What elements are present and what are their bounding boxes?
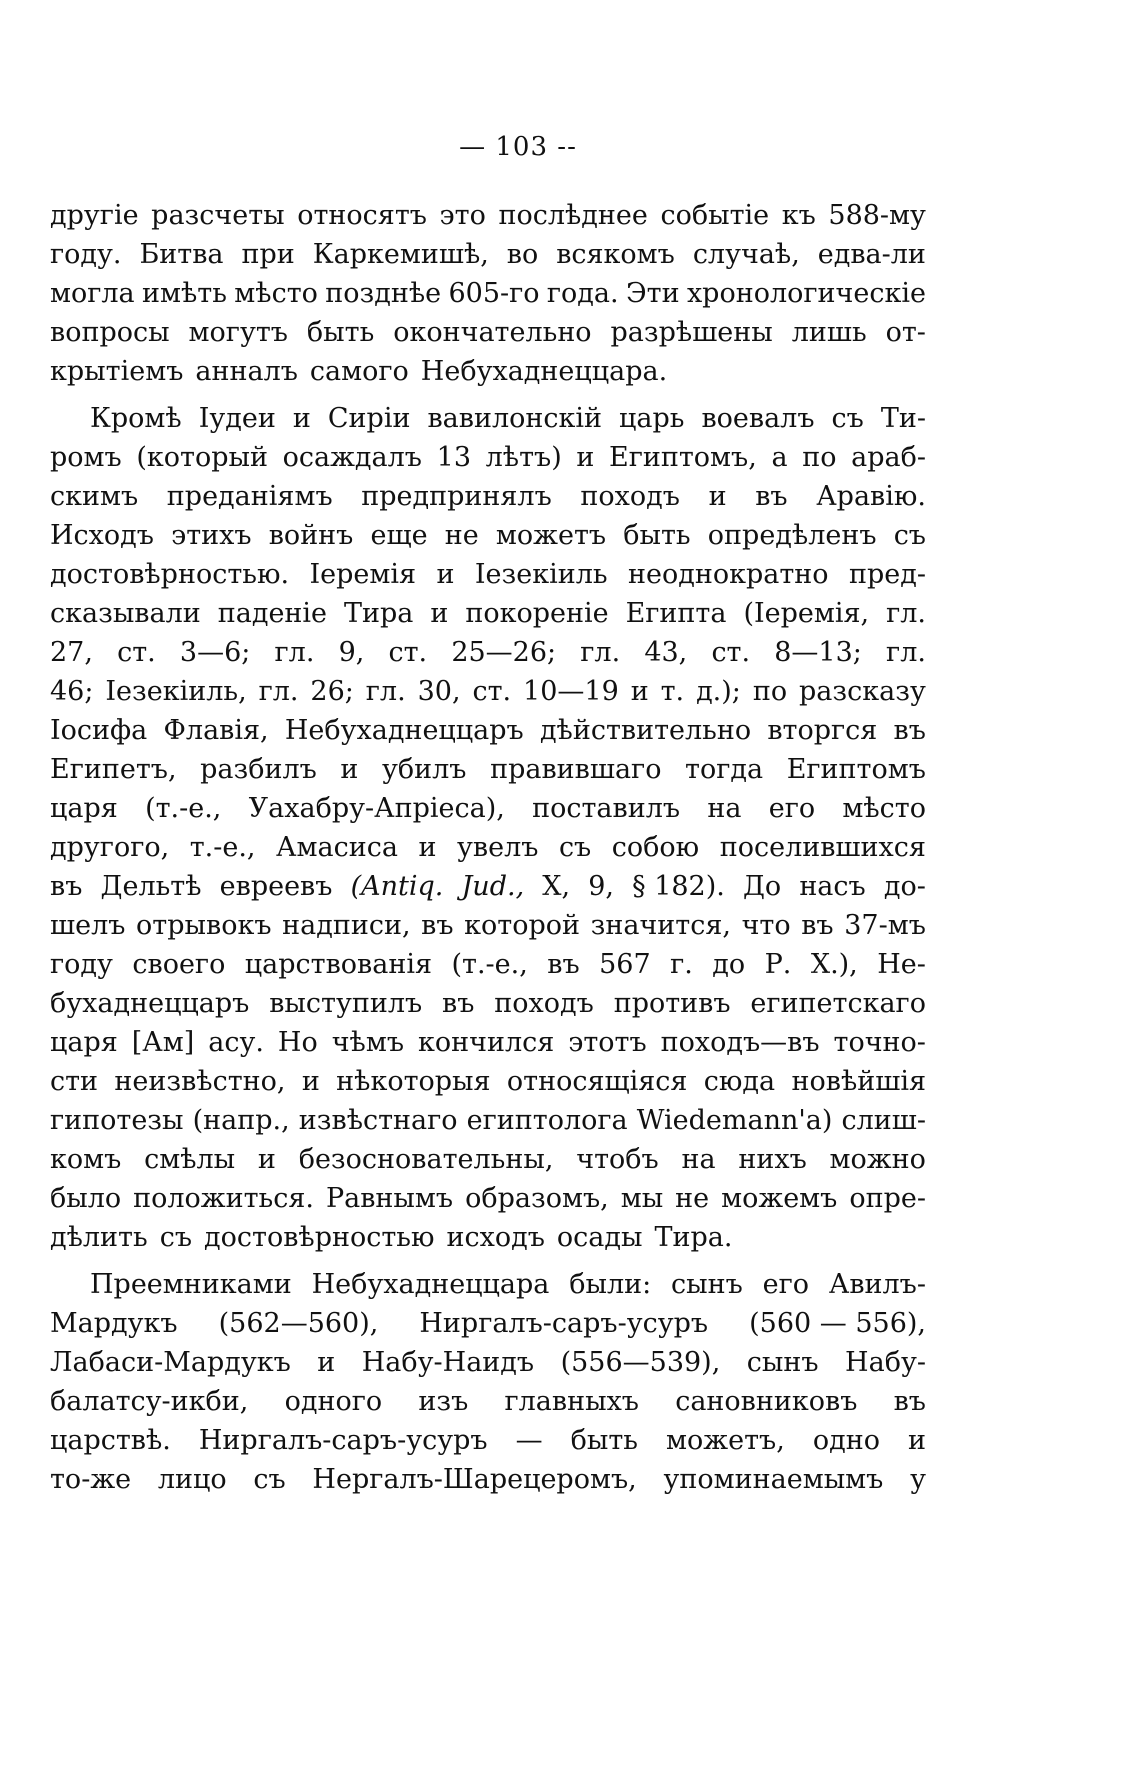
word: значится,	[590, 910, 731, 941]
text-line	[50, 1179, 926, 1218]
word: неизвѣстно,	[114, 1066, 286, 1097]
word: от-	[885, 317, 926, 348]
word: собою	[611, 832, 700, 863]
word: лѣтъ)	[485, 442, 562, 473]
word: можемъ	[721, 1183, 838, 1214]
word: Аравію.	[816, 481, 926, 512]
word: одно	[812, 1425, 880, 1456]
text-line	[50, 672, 926, 711]
word: смѣлы	[144, 1144, 236, 1175]
word: Египтомъ	[786, 754, 926, 785]
word: 46;	[50, 676, 94, 707]
word: и	[907, 1425, 926, 1456]
word: мѣсто	[234, 278, 318, 309]
word: отрывокъ	[136, 910, 272, 941]
word: 9,	[588, 871, 614, 902]
word: сюда	[703, 1066, 776, 1097]
word: могутъ	[188, 317, 288, 348]
text-line	[50, 1382, 926, 1421]
text-line	[50, 1140, 926, 1179]
word: (560 — 556),	[749, 1308, 926, 1339]
word: т.-е.,	[189, 832, 256, 863]
word: Іезекіиль,	[105, 676, 247, 707]
word: царя	[50, 1027, 118, 1058]
word: до	[712, 949, 746, 980]
word: всякомъ	[556, 239, 675, 270]
word: лишь	[791, 317, 867, 348]
word: неоднократно	[627, 559, 829, 590]
word: Іезекіиль	[474, 559, 608, 590]
word: надписи,	[282, 910, 411, 941]
word: окончательно	[393, 317, 592, 348]
word: въ	[755, 481, 788, 512]
word: и	[317, 1347, 336, 1378]
word: ст.	[711, 637, 751, 668]
word: Х.),	[810, 949, 858, 980]
text-line	[50, 1343, 926, 1382]
word: сановниковъ	[675, 1386, 858, 1417]
word: вавилонскій	[427, 403, 602, 434]
word: правившаго	[490, 754, 662, 785]
word: 9,	[338, 637, 365, 668]
word: Ниргалъ-саръ-усуръ	[419, 1308, 709, 1339]
word: вторгся	[767, 715, 878, 746]
word: 26;	[310, 676, 354, 707]
text-line	[50, 828, 926, 867]
word: Равнымъ	[325, 1183, 454, 1214]
word: было	[50, 1183, 122, 1214]
word: въ	[421, 910, 454, 941]
word: у	[910, 1464, 926, 1495]
word: и	[630, 676, 649, 707]
word: гл.	[274, 637, 315, 668]
word: § 182).	[632, 871, 725, 902]
word: Ниргалъ-саръ-усуръ	[198, 1425, 488, 1456]
word: араб-	[851, 442, 926, 473]
word: положиться.	[133, 1183, 314, 1214]
word: достовѣрностью	[204, 1222, 435, 1253]
word: Небухаднеццара	[311, 1269, 550, 1300]
word: разсчеты	[151, 200, 285, 231]
word: Эти	[625, 278, 680, 309]
word: ромъ	[50, 442, 122, 473]
word: вопросы	[50, 317, 170, 348]
word: убилъ	[382, 754, 467, 785]
word: были:	[569, 1269, 652, 1300]
word: быть	[570, 1425, 638, 1456]
word: Wiedemann'а)	[636, 1105, 833, 1136]
word: сынъ	[746, 1347, 819, 1378]
word: Исходъ	[50, 520, 154, 551]
word: опре-	[849, 1183, 926, 1214]
word: походъ—въ	[660, 1027, 820, 1058]
text-line	[50, 438, 926, 477]
text-line	[50, 1062, 926, 1101]
page-number: — 103 --	[459, 132, 577, 162]
text-line	[50, 1304, 926, 1343]
word: лицо	[157, 1464, 227, 1495]
word: царствованія	[244, 949, 433, 980]
word: а	[771, 442, 788, 473]
word: кончился	[417, 1027, 555, 1058]
word: своего	[132, 949, 226, 980]
word: Египетъ,	[50, 754, 177, 785]
word: (т.-е.,	[451, 949, 528, 980]
word: 13	[436, 442, 471, 473]
word: быть	[623, 520, 691, 551]
text-line	[50, 274, 926, 313]
word: можетъ,	[666, 1425, 785, 1456]
word: съ	[253, 1464, 286, 1495]
word: евреевъ	[219, 871, 333, 902]
text-line	[50, 235, 926, 274]
word: 10—19	[523, 676, 619, 707]
word: то-же	[50, 1464, 132, 1495]
word: по	[752, 676, 788, 707]
word: исходъ	[446, 1222, 545, 1253]
text-line	[50, 711, 926, 750]
word: можно	[829, 1144, 926, 1175]
word: тогда	[685, 754, 764, 785]
word: царствѣ.	[50, 1425, 171, 1456]
text-line	[50, 1421, 926, 1460]
word: это	[439, 200, 486, 231]
word: Лабаси-Мардукъ	[50, 1347, 291, 1378]
word: (т.-е.,	[145, 793, 222, 824]
word: событіе	[660, 200, 770, 231]
word: гл.	[258, 676, 299, 707]
word: въ	[442, 988, 475, 1019]
word: съ	[831, 403, 864, 434]
word: (Іеремія,	[743, 598, 870, 629]
word: разсказу	[799, 676, 926, 707]
word: походъ	[580, 481, 680, 512]
text-line	[50, 789, 926, 828]
word: г.	[670, 949, 693, 980]
word: Іудеи	[198, 403, 276, 434]
word: чтобъ	[576, 1144, 659, 1175]
word: осады	[556, 1222, 643, 1253]
text-line	[50, 1265, 926, 1304]
word: Каркемишѣ,	[312, 239, 489, 270]
word: Амасиса	[276, 832, 398, 863]
word: сынъ	[671, 1269, 743, 1300]
word: можетъ	[495, 520, 607, 551]
word: и	[708, 481, 727, 512]
word: Р.	[764, 949, 792, 980]
word: случаѣ,	[692, 239, 800, 270]
word: увелъ	[457, 832, 539, 863]
word: въ	[547, 949, 580, 980]
word: образомъ,	[465, 1183, 609, 1214]
word: одного	[284, 1386, 383, 1417]
word: 588-му	[828, 200, 926, 231]
word: преданіямъ	[166, 481, 333, 512]
word: на	[707, 793, 742, 824]
word: и	[292, 403, 311, 434]
text-line	[50, 867, 926, 906]
word: хронологическіе	[686, 278, 926, 309]
word: и	[301, 1066, 320, 1097]
word: слиш-	[841, 1105, 926, 1136]
word: войнъ	[268, 520, 354, 551]
word: мы	[620, 1183, 664, 1214]
word: опредѣленъ	[707, 520, 877, 551]
word: противъ	[613, 988, 731, 1019]
word: на	[681, 1144, 716, 1175]
word: Сиріи	[327, 403, 411, 434]
word: (который	[136, 442, 268, 473]
text-line	[50, 984, 926, 1023]
word: этихъ	[171, 520, 252, 551]
word: другого,	[50, 832, 170, 863]
text-line	[50, 1460, 926, 1499]
word: при	[241, 239, 295, 270]
word: паденіе	[217, 598, 328, 629]
word: упоминаемымъ	[663, 1464, 884, 1495]
word: самого	[309, 356, 409, 387]
text-line	[50, 1023, 926, 1062]
word: позднѣе	[325, 278, 442, 309]
word: Ти-	[880, 403, 926, 434]
word: 25—26;	[451, 637, 557, 668]
word: 567	[599, 949, 651, 980]
word: году.	[50, 239, 122, 270]
word: въ	[50, 871, 83, 902]
text-line	[50, 399, 926, 438]
word: бухаднеццаръ	[50, 988, 250, 1019]
text-line	[50, 516, 926, 555]
word: пред-	[848, 559, 926, 590]
word: въ	[893, 715, 926, 746]
word: относящіяся	[506, 1066, 688, 1097]
text-line	[50, 477, 926, 516]
word: комъ	[50, 1144, 122, 1175]
word: ст.	[117, 637, 156, 668]
word: египтолога	[466, 1105, 628, 1136]
word: сти	[50, 1066, 99, 1097]
word: что	[741, 910, 791, 941]
word: сказывали	[50, 598, 201, 629]
word: X,	[542, 871, 571, 902]
word: (556—539),	[560, 1347, 721, 1378]
word: и	[257, 1144, 276, 1175]
word: 30,	[417, 676, 461, 707]
word: не	[444, 520, 479, 551]
word: гл.	[580, 637, 621, 668]
text-line	[50, 945, 926, 984]
word: съ	[159, 1222, 193, 1253]
word: насъ	[799, 871, 866, 902]
word: быть	[306, 317, 375, 348]
word: [Ам]	[131, 1027, 195, 1058]
word: покореніе	[465, 598, 609, 629]
word: Уахабру-Апріеса),	[248, 793, 505, 824]
word: безосновательны,	[298, 1144, 554, 1175]
word: воевалъ	[701, 403, 815, 434]
word: египетскаго	[750, 988, 926, 1019]
word: едва-ли	[817, 239, 926, 270]
word: гл.	[365, 676, 406, 707]
word: Кромѣ	[90, 403, 182, 434]
word: Мардукъ	[50, 1308, 178, 1339]
word: Набу-Наидъ	[361, 1347, 535, 1378]
word: нихъ	[738, 1144, 807, 1175]
word: разрѣшены	[610, 317, 773, 348]
word: гл.	[886, 598, 926, 629]
word: до-	[883, 871, 926, 902]
text-line	[50, 352, 926, 391]
word: дѣйствительно	[539, 715, 752, 746]
word: Набу-	[845, 1347, 926, 1378]
word: До	[742, 871, 782, 902]
word: Небухаднеццаръ	[284, 715, 524, 746]
word: которой	[464, 910, 581, 941]
word: Тира	[344, 598, 414, 629]
word: шелъ	[50, 910, 126, 941]
word: достовѣрностью.	[50, 559, 290, 590]
word: Тира.	[654, 1222, 733, 1253]
word: осаждалъ	[282, 442, 422, 473]
word: дѣлить	[50, 1222, 148, 1253]
word: 27,	[50, 637, 93, 668]
word: Но	[277, 1027, 318, 1058]
word: (Antiq.	[350, 871, 444, 902]
text-line	[50, 196, 926, 235]
text-line	[50, 313, 926, 352]
word: выступилъ	[269, 988, 423, 1019]
word: изъ	[418, 1386, 469, 1417]
word: и	[418, 832, 437, 863]
word: нѣкоторыя	[336, 1066, 491, 1097]
word: д.);	[696, 676, 741, 707]
word: другіе	[50, 200, 139, 231]
word: царя	[50, 793, 118, 824]
word: извѣстнаго	[298, 1105, 458, 1136]
word: не	[675, 1183, 710, 1214]
word: 605-го	[448, 278, 540, 309]
word: т.	[660, 676, 685, 707]
text-line	[50, 594, 926, 633]
word: ст.	[388, 637, 428, 668]
word: точно-	[833, 1027, 926, 1058]
word: балатсу-икби,	[50, 1386, 249, 1417]
word: походъ	[494, 988, 594, 1019]
word: —	[515, 1425, 543, 1456]
body-text	[50, 196, 926, 1499]
word: съ	[558, 832, 592, 863]
word: году	[50, 949, 113, 980]
word: къ	[781, 200, 816, 231]
word: и	[576, 442, 595, 473]
word: крытіемъ	[50, 356, 184, 387]
word: ст.	[472, 676, 512, 707]
word: въ	[893, 1386, 926, 1417]
word: 8—13;	[774, 637, 862, 668]
word: Іосифа	[50, 715, 148, 746]
word: во	[506, 239, 539, 270]
word: поселившихся	[719, 832, 926, 863]
word: еще	[370, 520, 428, 551]
word: предпринялъ	[361, 481, 552, 512]
word: послѣднее	[498, 200, 648, 231]
text-line	[50, 633, 926, 672]
word: года.	[546, 278, 619, 309]
word: Небухаднеццара.	[420, 356, 668, 387]
word: анналъ	[195, 356, 298, 387]
word: и	[340, 754, 359, 785]
word: съ	[893, 520, 926, 551]
word: Нергалъ-Шарецеромъ,	[312, 1464, 637, 1495]
word: главныхъ	[504, 1386, 639, 1417]
word: Не-	[877, 949, 926, 980]
word: имѣть	[142, 278, 227, 309]
text-line	[50, 906, 926, 945]
text-line	[50, 750, 926, 789]
word: (562—560),	[218, 1308, 379, 1339]
word: Египта	[625, 598, 727, 629]
word: разбилъ	[200, 754, 317, 785]
word: Дельтѣ	[100, 871, 202, 902]
word: Битва	[139, 239, 224, 270]
word: относятъ	[297, 200, 427, 231]
word: по	[802, 442, 837, 473]
word: его	[762, 1269, 810, 1300]
word: Авилъ-	[828, 1269, 926, 1300]
word: царь	[618, 403, 685, 434]
word: асу.	[208, 1027, 264, 1058]
word: 3—6;	[179, 637, 251, 668]
word: гипотезы	[50, 1105, 184, 1136]
word: могла	[50, 278, 135, 309]
word: скимъ	[50, 481, 139, 512]
word: гл.	[886, 637, 926, 668]
word: Преемниками	[90, 1269, 292, 1300]
text-line	[50, 1101, 926, 1140]
text-line	[50, 555, 926, 594]
word: и	[430, 598, 449, 629]
word: Іеремія	[309, 559, 417, 590]
text-line	[50, 1218, 926, 1257]
word: (напр.,	[192, 1105, 290, 1136]
word: Флавія,	[163, 715, 269, 746]
word: 37-мъ	[844, 910, 926, 941]
word: въ	[801, 910, 834, 941]
word: мѣсто	[842, 793, 926, 824]
word: его	[768, 793, 816, 824]
word: Египтомъ,	[609, 442, 757, 473]
word: новѣйшія	[791, 1066, 926, 1097]
word: этотъ	[568, 1027, 647, 1058]
word: Jud.,	[461, 871, 525, 902]
word: поставилъ	[532, 793, 681, 824]
word: чѣмъ	[331, 1027, 404, 1058]
word: 43,	[644, 637, 688, 668]
word: и	[436, 559, 455, 590]
